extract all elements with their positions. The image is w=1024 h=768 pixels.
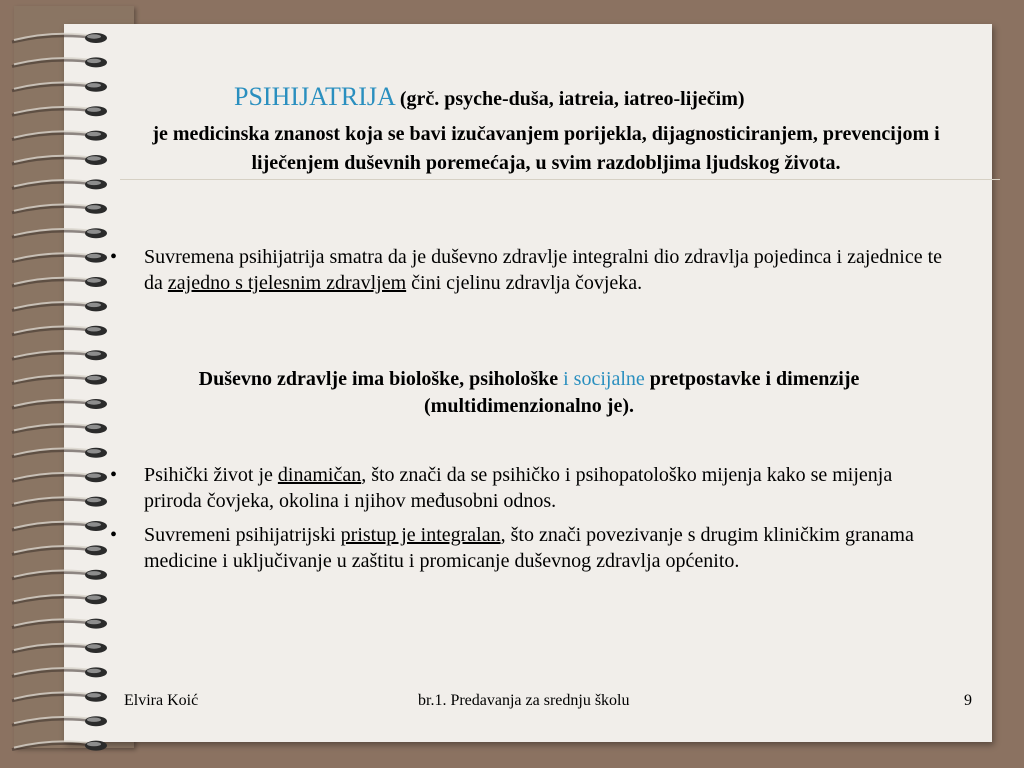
bullet-3-text-before: Suvremeni psihijatrijski	[144, 524, 341, 546]
center-statement-before: Duševno zdravlje ima biološke, psihološke	[198, 368, 564, 390]
footer-author: Elvira Koić	[124, 692, 199, 709]
bullet-2-text-before: Psihički život je	[144, 464, 278, 486]
title-divider	[120, 179, 1000, 180]
bullet-item-1	[110, 244, 950, 296]
definition-text: je medicinska znanost koja se bavi izučavanjem porijekla, dijagnosticiranjem, prevencijom i liječenjem duševnih poremećaja, u svim razdobljima ljudskog života.	[152, 123, 940, 174]
bullet-icon: •	[110, 246, 118, 268]
bullet-3-underlined: pristup je integralan	[340, 524, 501, 546]
bullet-1-text-after: čini cjelinu zdravlja čovjeka.	[406, 272, 643, 294]
bullet-3-text-after: , što znači povezivanje s drugim kliničkim granama medicine i uključivanje u zaštitu i promicanje duševnog zdravlja općenito.	[144, 524, 914, 572]
bullet-2-text-after: , što znači da se psihičko i psihopatološko mijenja kako se mijenja priroda čovjeka, okolina i njihov međusobni odnos.	[144, 464, 893, 512]
title-etymology: (grč. psyche-duša, iatreia, iatreo-liječim)	[399, 88, 745, 110]
bullet-item-2	[110, 462, 950, 514]
center-statement	[124, 366, 934, 420]
footer-course: br.1. Predavanja za srednju školu	[418, 692, 630, 709]
center-statement-accent: i socijalne	[563, 368, 645, 390]
center-statement-after: pretpostavke i dimenzije (multidimenzionalno je).	[424, 368, 860, 417]
footer-page-number: 9	[964, 692, 972, 709]
title-main: PSIHIJATRIJA	[234, 82, 396, 111]
bullet-icon: •	[110, 464, 118, 486]
bullet-item-3	[110, 522, 950, 574]
bullet-icon: •	[110, 524, 118, 546]
bullet-2-underlined: dinamičan	[277, 464, 362, 486]
bullet-1-underlined: zajedno s tjelesnim zdravljem	[167, 272, 407, 294]
bullet-1-text-before: Suvremena psihijatrija smatra da je duševno zdravlje integralni dio zdravlja pojedinca i zajednice te da	[144, 246, 943, 294]
slide-title	[234, 82, 745, 112]
